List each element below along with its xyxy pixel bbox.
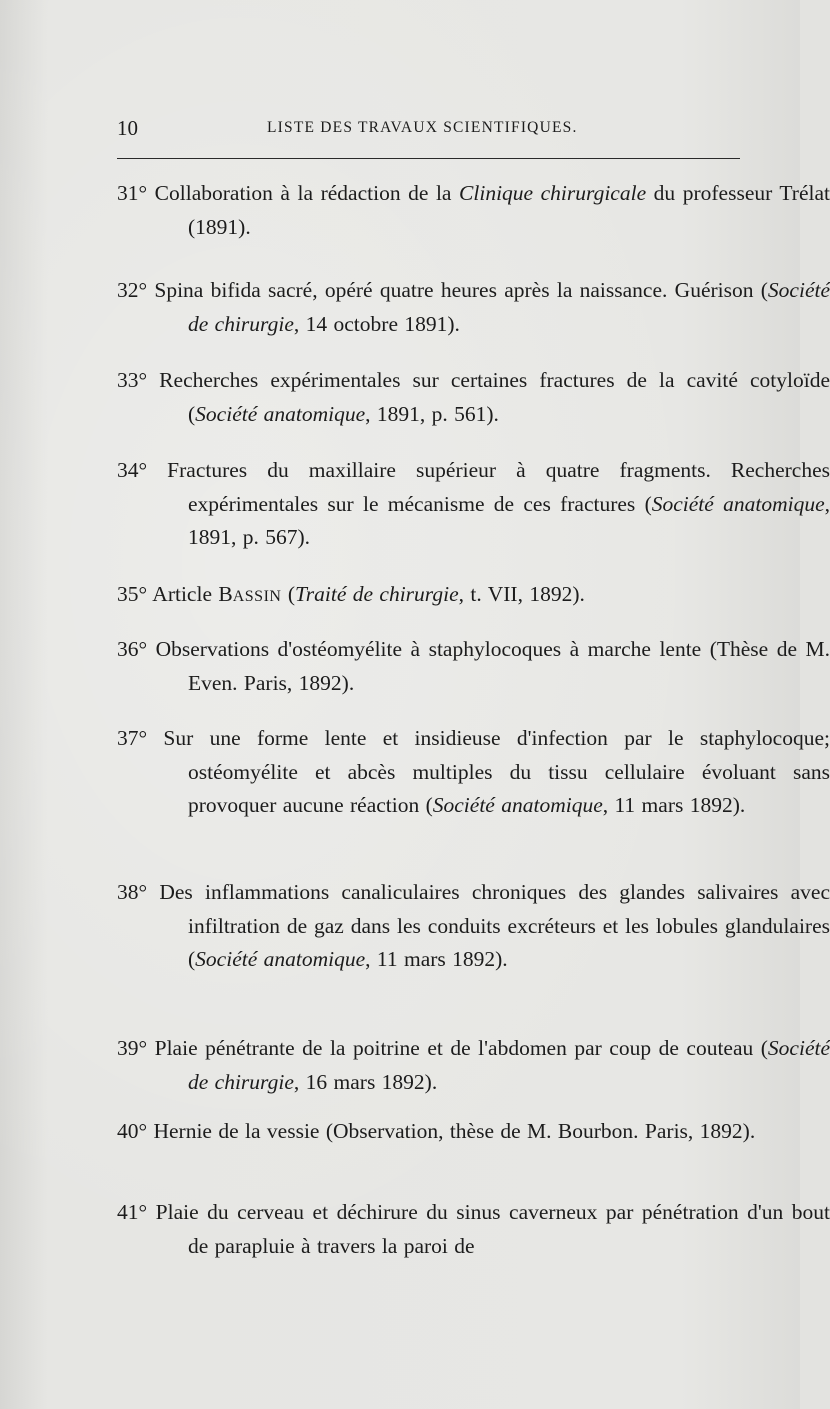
entry-text: Des inflammations canaliculaires chroniques des glandes salivaires avec infiltration de gaz dans les conduits excréteurs et les lobules glandulaires (	[147, 880, 830, 971]
author-small-caps: ASSIN	[232, 588, 282, 605]
entry-text: Plaie du cerveau et déchirure du sinus caverneux par pénétration d'un bout de parapluie à travers la paroi de	[147, 1200, 830, 1258]
entry-source-italic: Société de chirurgie	[188, 278, 830, 336]
entry-number: 40°	[117, 1119, 148, 1143]
entry-32	[117, 274, 830, 341]
entry-title-italic: Clinique chirurgicale	[459, 181, 647, 205]
entry-text: Sur une forme lente et insidieuse d'infection par le staphylocoque; ostéomyélite et abcès multiples du tissu cellulaire évoluant sans provoquer aucune réaction (	[147, 726, 830, 817]
page-number: 10	[117, 116, 138, 140]
entry-39	[117, 1032, 830, 1099]
entry-text-end: , 14 octobre 1891).	[293, 311, 460, 336]
page-header	[117, 116, 747, 146]
entry-source-italic: Traité de chirurgie	[295, 582, 459, 606]
entry-text: Fractures du maxillaire supérieur à quatre fragments. Recherches expérimentales sur le mécanisme de ces fractures (	[147, 458, 830, 516]
entry-text: Observations d'ostéomyélite à staphylocoques à marche lente (Thèse de M. Even. Paris, 1892).	[147, 637, 830, 695]
entry-33	[117, 364, 830, 431]
running-title: LISTE DES TRAVAUX SCIENTIFIQUES.	[267, 119, 578, 136]
author-initial: B	[218, 582, 233, 606]
entry-number: 33°	[117, 368, 148, 392]
entry-text-end: , 11 mars 1892).	[365, 947, 508, 971]
entry-35	[117, 578, 830, 614]
entry-text: Collaboration à la rédaction de la	[147, 181, 460, 205]
entry-number: 36°	[117, 637, 148, 661]
entry-text: Article	[147, 582, 219, 606]
entry-text: Recherches expérimentales sur certaines fractures de la cavité cotyloïde (	[147, 368, 830, 426]
entry-text-end: , 1891, p. 567).	[188, 491, 830, 549]
entry-text-end: , 16 mars 1892).	[293, 1069, 438, 1094]
entry-text-end: , 1891, p. 561).	[365, 401, 499, 426]
entry-source-italic: Société anatomique	[432, 793, 603, 817]
entry-37	[117, 722, 830, 823]
entry-text-paren: (	[281, 582, 295, 606]
entry-number: 37°	[117, 726, 148, 750]
entry-40	[117, 1115, 830, 1149]
entry-number: 35°	[117, 582, 148, 606]
entry-text: Hernie de la vessie (Observation, thèse de M. Bourbon. Paris, 1892).	[147, 1119, 756, 1143]
entry-41	[117, 1196, 830, 1263]
entry-text-end: , 11 mars 1892).	[602, 793, 746, 817]
entry-text: Plaie pénétrante de la poitrine et de l'abdomen par coup de couteau (	[147, 1036, 768, 1060]
entry-31	[117, 177, 830, 244]
entry-source-italic: Société de chirurgie	[188, 1036, 830, 1094]
entry-36	[117, 633, 830, 700]
entry-number: 31°	[117, 181, 148, 205]
entry-number: 38°	[117, 880, 148, 904]
entry-source-italic: Société anatomique	[195, 947, 366, 971]
entry-number: 32°	[117, 278, 148, 302]
entry-number: 41°	[117, 1200, 148, 1224]
entry-text-end: du professeur Trélat (1891).	[188, 181, 830, 239]
entry-number: 34°	[117, 458, 148, 482]
entry-source-italic: Société anatomique	[651, 491, 825, 516]
entry-38	[117, 876, 830, 977]
header-rule	[117, 158, 740, 159]
entry-text-end: , t. VII, 1892).	[458, 582, 585, 606]
entry-number: 39°	[117, 1036, 148, 1060]
entry-34	[117, 454, 830, 555]
entry-text: Spina bifida sacré, opéré quatre heures après la naissance. Guérison (	[147, 278, 768, 302]
entry-source-italic: Société anatomique	[195, 401, 366, 426]
